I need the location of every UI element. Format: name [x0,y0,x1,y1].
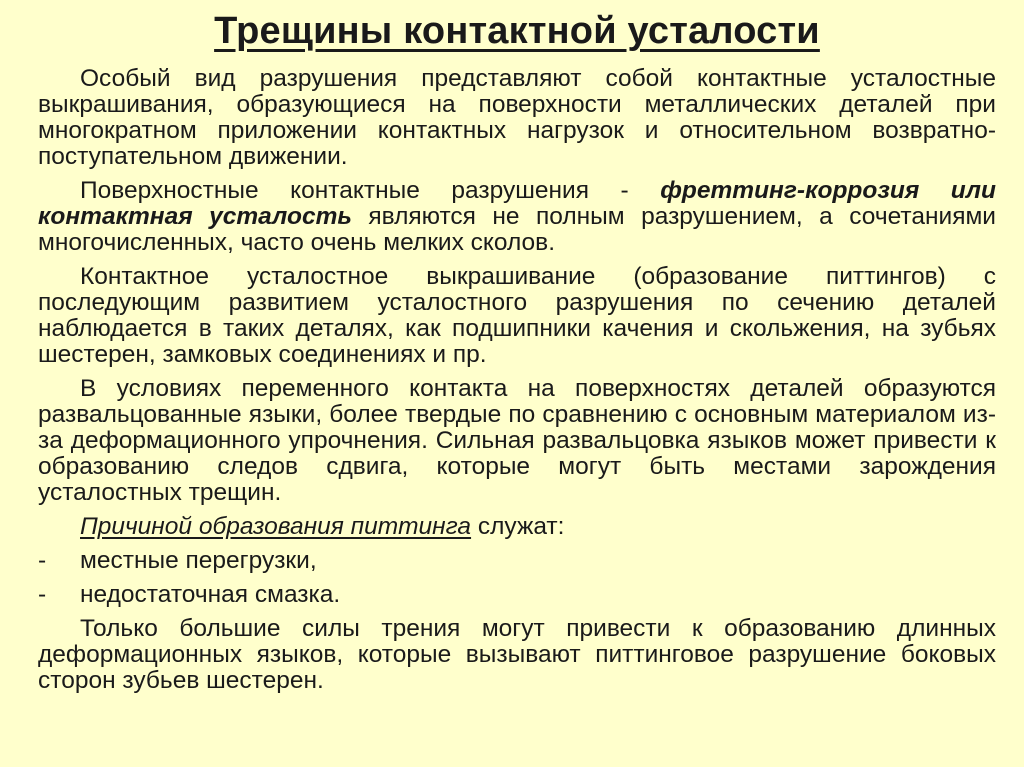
list-item-text: недостаточная смазка. [80,581,341,608]
slide-title-text: Трещины контактной усталости [214,10,820,52]
paragraph-surface-damage-rest: являются не полным разрушением, а сочетаниями многочисленных, часто очень мелких сколов. [38,203,996,256]
paragraph-surface-damage [38,178,996,256]
paragraph-pitting: Контактное усталостное выкрашивание (образование питтингов) с последующим развитием усталостного разрушения по сечению деталей наблюдается в таких деталях, как подшипники качения и скольжения, на зубьях шестерен, замковых соединениях и пр. [38,263,996,368]
paragraph-surface-damage-lead: Поверхностные контактные разрушения - [80,177,661,204]
causes-rest: служат: [471,513,565,540]
list-item [38,582,996,608]
slide-title [38,8,996,54]
list-item-text: местные перегрузки, [80,547,317,574]
paragraph-intro: Особый вид разрушения представляют собой контактные усталостные выкрашивания, образующиеся на поверхности металлических деталей при многократном приложении контактных нагрузок и относительном возвратно-поступательном движении. [38,65,996,170]
list-marker: - [38,581,47,608]
list-item [38,548,996,574]
causes-term: Причиной образования питтинга [80,513,472,540]
paragraph-variable-contact: В условиях переменного контакта на поверхностях деталей образуются развальцованные языки, более твердые по сравнению с основным материалом из-за деформационного упрочнения. Сильная развальцовка языков может привести к образованию следов сдвига, которые могут быть местами зарождения усталостных трещин. [38,375,996,506]
fretting-term: фреттинг-коррозия или контактная усталость [38,177,996,230]
list-marker: - [38,547,47,574]
paragraph-friction: Только большие силы трения могут привести к образованию длинных деформационных языков, которые вызывают питтинговое разрушение боковых сторон зубьев шестерен. [38,615,996,694]
paragraph-causes [38,514,996,540]
